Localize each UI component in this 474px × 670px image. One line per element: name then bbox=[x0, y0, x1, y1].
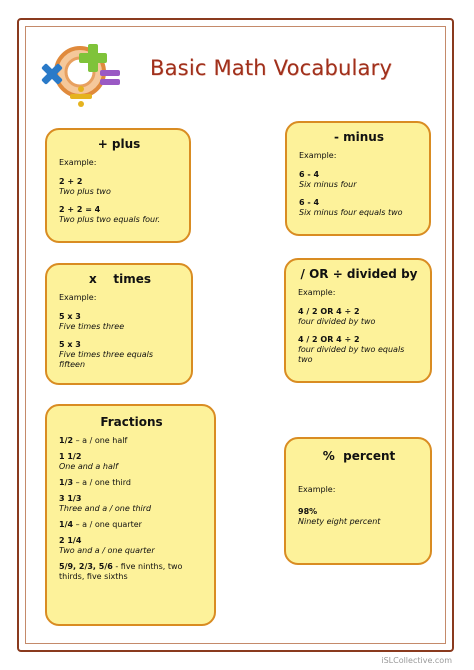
math-symbols-logo bbox=[36, 40, 122, 108]
example-item: 5 x 3 Five times three equals fifteen bbox=[59, 340, 154, 369]
example-item: 4 / 2 OR 4 ÷ 2 four divided by two equals two bbox=[298, 335, 405, 364]
example-item: 2 + 2 Two plus two bbox=[59, 177, 111, 196]
fractions-card bbox=[45, 404, 216, 626]
fractions-heading: Fractions bbox=[100, 415, 163, 429]
minus-card bbox=[285, 121, 431, 236]
fraction-item: 1 1/2 One and a half bbox=[59, 452, 118, 471]
example-label: Example: bbox=[59, 293, 97, 302]
fraction-item: 2 1/4 Two and a / one quarter bbox=[59, 536, 155, 555]
divided-card bbox=[284, 258, 432, 383]
times-heading: x times bbox=[88, 272, 152, 286]
plus-heading: + plus bbox=[97, 137, 141, 151]
page-title: Basic Math Vocabulary bbox=[150, 56, 393, 80]
times-card bbox=[45, 263, 193, 385]
percent-card bbox=[284, 437, 432, 565]
example-item: 98% Ninety eight percent bbox=[298, 507, 381, 526]
example-label: Example: bbox=[298, 485, 336, 494]
example-label: Example: bbox=[59, 158, 97, 167]
fraction-item: 1/3 – a / one third bbox=[59, 478, 131, 487]
example-label: Example: bbox=[299, 151, 337, 160]
example-item: 2 + 2 = 4 Two plus two equals four. bbox=[59, 205, 161, 224]
fraction-item: 1/4 – a / one quarter bbox=[59, 520, 142, 529]
fraction-item: 1/2 – a / one half bbox=[59, 436, 128, 445]
example-item: 4 / 2 OR 4 ÷ 2 four divided by two bbox=[298, 307, 376, 326]
fraction-item: 5/9, 2/3, 5/6 - five ninths, two thirds, five sixths bbox=[59, 562, 183, 581]
example-item: 5 x 3 Five times three bbox=[59, 312, 125, 331]
minus-heading: - minus bbox=[333, 130, 384, 144]
percent-heading: % percent bbox=[322, 449, 396, 463]
example-item: 6 - 4 Six minus four bbox=[299, 170, 357, 189]
fraction-item: 3 1/3 Three and a / one third bbox=[59, 494, 152, 513]
divided-heading: / OR ÷ divided by bbox=[300, 267, 418, 281]
example-label: Example: bbox=[298, 288, 336, 297]
plus-card bbox=[45, 128, 191, 243]
footer-watermark: iSLCollective.com bbox=[381, 656, 452, 665]
example-item: 6 - 4 Six minus four equals two bbox=[299, 198, 403, 217]
